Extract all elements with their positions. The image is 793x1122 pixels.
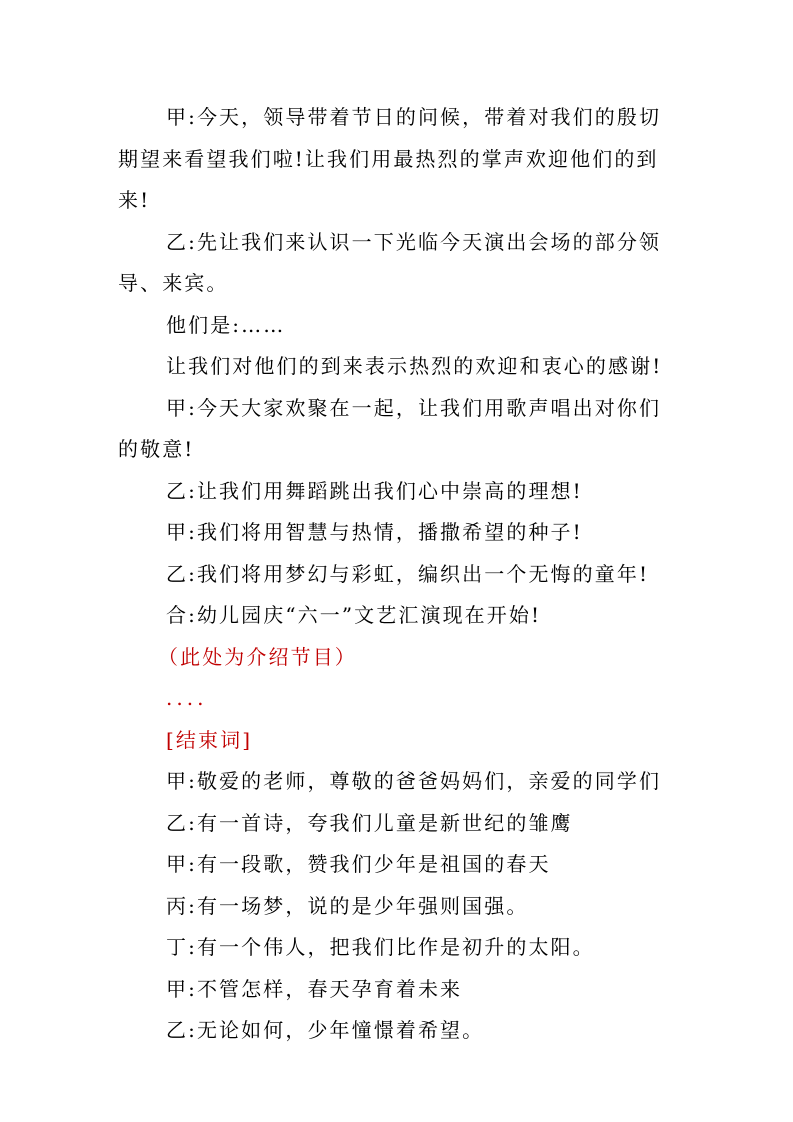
paragraph: 他们是:…… xyxy=(166,312,286,337)
closing-paragraph: 丁:有一个伟人，把我们比作是初升的太阳。 xyxy=(166,935,595,959)
paragraph: 乙:让我们用舞蹈跳出我们心中崇高的理想! xyxy=(166,478,583,503)
program-note: （此处为介绍节目） xyxy=(158,644,357,669)
paragraph: 甲:今天，领导带着节日的问候，带着对我们的殷切期望来看望我们啦!让我们用最热烈的掌声欢迎他们的到来! xyxy=(118,105,662,212)
paragraph: 乙:我们将用梦幻与彩虹，编织出一个无悔的童年! xyxy=(166,561,650,586)
paragraph: 乙:先让我们来认识一下光临今天演出会场的部分领导、来宾。 xyxy=(118,229,662,295)
paragraph: 甲:我们将用智慧与热情，播撒希望的种子! xyxy=(166,520,583,544)
closing-paragraph: 丙:有一场梦，说的是少年强则国强。 xyxy=(166,893,529,918)
paragraph: 甲:今天大家欢聚在一起，让我们用歌声唱出对你们的敬意! xyxy=(118,395,662,461)
closing-paragraph: 乙:无论如何，少年憧憬着希望。 xyxy=(166,1018,485,1042)
closing-paragraph: 甲:有一段歌，赞我们少年是祖国的春天 xyxy=(166,852,551,876)
document-body xyxy=(118,97,678,1052)
closing-paragraph: 乙:有一首诗，夸我们儿童是新世纪的雏鹰 xyxy=(166,810,573,835)
ellipsis-marker: .... xyxy=(166,686,208,710)
paragraph: 让我们对他们的到来表示热烈的欢迎和衷心的感谢! xyxy=(166,354,663,378)
closing-paragraph: 甲:不管怎样，春天孕育着未来 xyxy=(166,976,463,1001)
closing-heading: [结束词] xyxy=(166,727,253,752)
paragraph: 合:幼儿园庆“六一”文艺汇演现在开始! xyxy=(166,603,542,627)
closing-paragraph: 甲:敬爱的老师，尊敬的爸爸妈妈们，亲爱的同学们 xyxy=(166,769,662,793)
